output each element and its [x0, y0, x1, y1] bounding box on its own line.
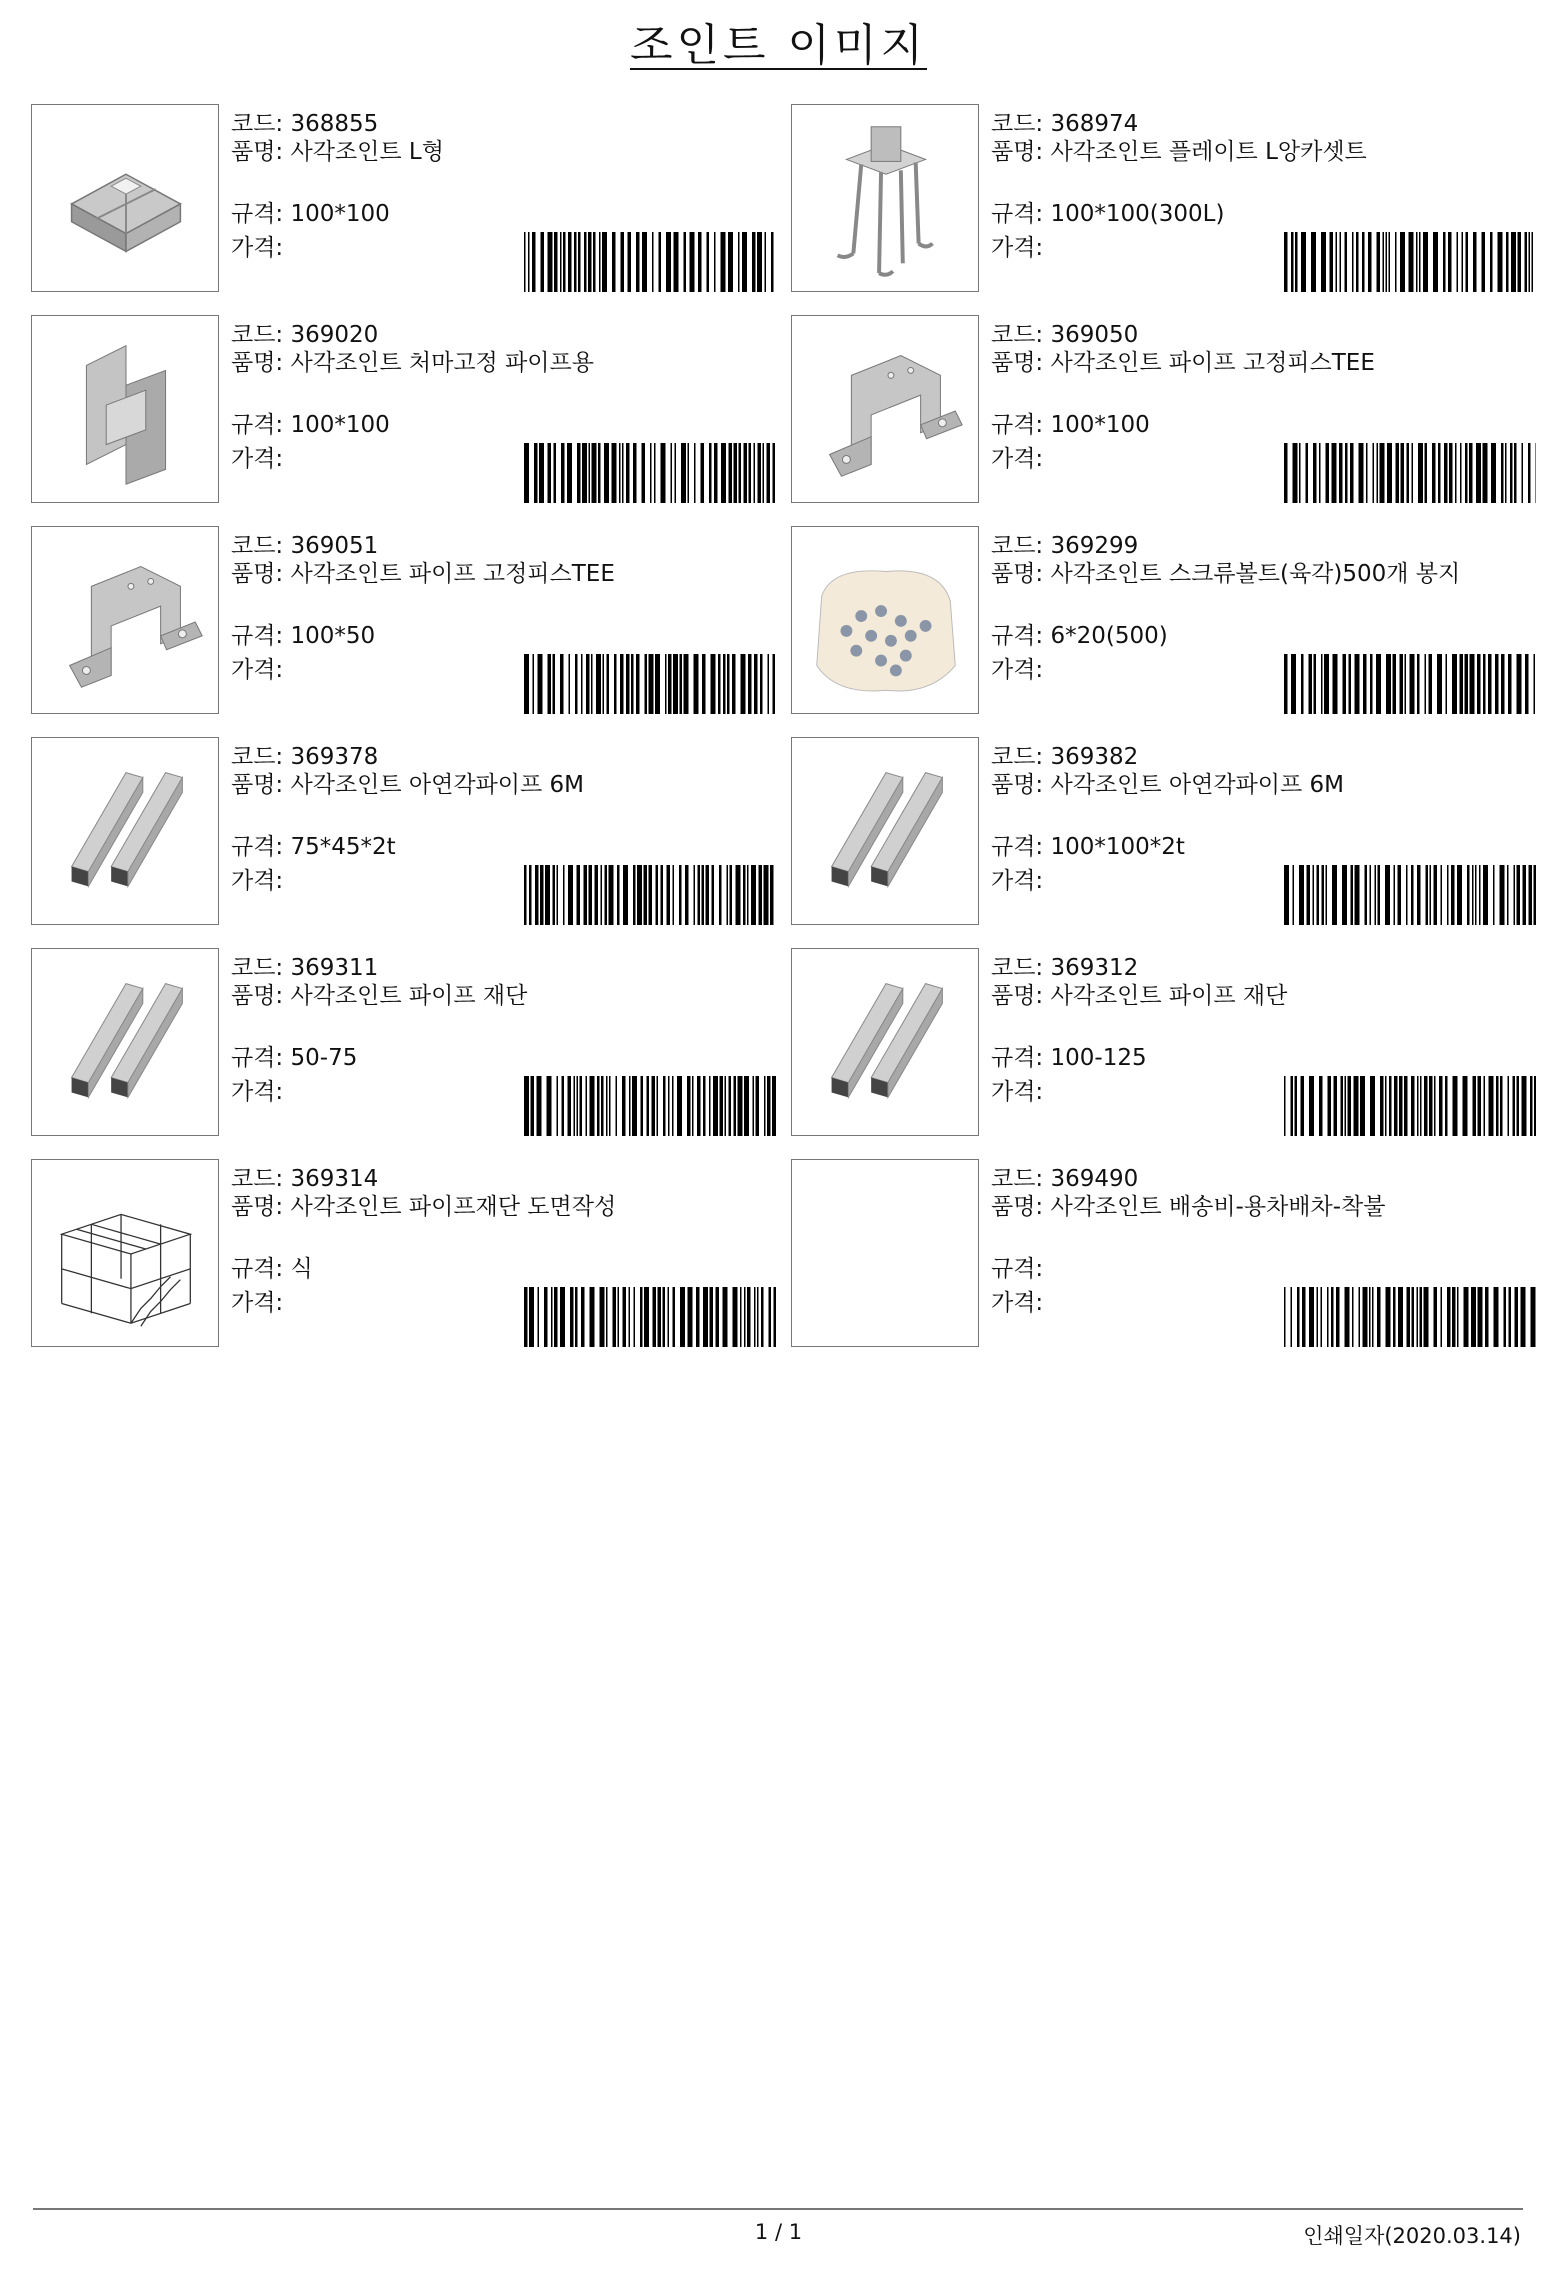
product-image	[31, 737, 219, 925]
product-card	[31, 526, 776, 716]
product-barcode	[1284, 443, 1536, 503]
product-code: 코드: 369382	[991, 744, 1139, 770]
product-name: 품명: 사각조인트 파이프 고정피스TEE	[991, 350, 1375, 376]
product-image	[31, 948, 219, 1136]
product-barcode	[524, 654, 776, 714]
product-barcode	[524, 232, 776, 292]
product-image	[791, 315, 979, 503]
u-bracket-icon	[792, 316, 978, 502]
product-spec: 규격: 100*50	[231, 623, 376, 649]
square-pipe-icon	[32, 738, 218, 924]
product-spec: 규격: 100*100(300L)	[991, 201, 1225, 227]
eave-bracket-icon	[32, 316, 218, 502]
product-name: 품명: 사각조인트 파이프 재단	[231, 983, 528, 1009]
product-grid	[31, 104, 1536, 1364]
product-code: 코드: 368974	[991, 111, 1139, 137]
product-image	[791, 737, 979, 925]
product-code: 코드: 369020	[231, 322, 379, 348]
product-image	[791, 104, 979, 292]
product-code: 코드: 369051	[231, 533, 379, 559]
product-code: 코드: 369312	[991, 955, 1139, 981]
product-price: 가격:	[231, 1290, 284, 1316]
page-number: 1 / 1	[754, 2220, 803, 2244]
product-code: 코드: 369311	[231, 955, 379, 981]
product-barcode	[1284, 1287, 1536, 1347]
u-bracket-icon	[32, 527, 218, 713]
frame-drawing-icon	[32, 1160, 218, 1346]
product-card	[31, 315, 776, 505]
product-price: 가격:	[991, 657, 1044, 683]
product-spec: 규격: 100-125	[991, 1045, 1147, 1071]
product-image	[31, 104, 219, 292]
product-name: 품명: 사각조인트 L형	[231, 139, 444, 165]
product-spec: 규격:	[991, 1256, 1044, 1282]
product-spec: 규격: 100*100	[991, 412, 1150, 438]
product-card	[31, 104, 776, 294]
product-name: 품명: 사각조인트 아연각파이프 6M	[991, 772, 1344, 798]
product-spec: 규격: 6*20(500)	[991, 623, 1168, 649]
product-barcode	[524, 443, 776, 503]
product-card	[791, 1159, 1536, 1349]
print-date: 인쇄일자(2020.03.14)	[1303, 2224, 1521, 2248]
product-spec: 규격: 100*100*2t	[991, 834, 1185, 860]
document-title: 조인트 이미지	[629, 20, 927, 71]
product-name: 품명: 사각조인트 플레이트 L앙카셋트	[991, 139, 1367, 165]
product-barcode	[1284, 1076, 1536, 1136]
product-spec: 규격: 식	[231, 1256, 313, 1282]
product-name: 품명: 사각조인트 처마고정 파이프용	[231, 350, 594, 376]
square-pipe-icon	[792, 738, 978, 924]
product-image	[791, 526, 979, 714]
product-name: 품명: 사각조인트 스크류볼트(육각)500개 봉지	[991, 561, 1461, 587]
product-code: 코드: 368855	[231, 111, 379, 137]
product-card	[791, 104, 1536, 294]
screw-bag-icon	[792, 527, 978, 713]
product-name: 품명: 사각조인트 파이프 고정피스TEE	[231, 561, 615, 587]
product-price: 가격:	[991, 1290, 1044, 1316]
product-card	[791, 948, 1536, 1138]
product-barcode	[1284, 232, 1536, 292]
product-price: 가격:	[991, 446, 1044, 472]
product-barcode	[524, 1287, 776, 1347]
product-name: 품명: 사각조인트 파이프 재단	[991, 983, 1288, 1009]
product-name: 품명: 사각조인트 파이프재단 도면작성	[231, 1194, 617, 1220]
product-barcode	[1284, 865, 1536, 925]
product-price: 가격:	[991, 235, 1044, 261]
product-name: 품명: 사각조인트 아연각파이프 6M	[231, 772, 584, 798]
product-image	[31, 1159, 219, 1347]
product-code: 코드: 369299	[991, 533, 1139, 559]
product-price: 가격:	[231, 657, 284, 683]
product-name: 품명: 사각조인트 배송비-용차배차-착불	[991, 1194, 1386, 1220]
product-image	[31, 315, 219, 503]
product-image	[791, 1159, 979, 1347]
product-price: 가격:	[231, 446, 284, 472]
product-price: 가격:	[231, 1079, 284, 1105]
product-barcode	[524, 865, 776, 925]
product-card	[31, 737, 776, 927]
product-card	[791, 315, 1536, 505]
product-card	[791, 737, 1536, 927]
product-spec: 규격: 100*100	[231, 412, 390, 438]
product-code: 코드: 369050	[991, 322, 1139, 348]
product-spec: 규격: 100*100	[231, 201, 390, 227]
product-card	[791, 526, 1536, 716]
product-image	[791, 948, 979, 1136]
product-card	[31, 948, 776, 1138]
square-pipe-icon	[32, 949, 218, 1135]
square-pipe-icon	[792, 949, 978, 1135]
product-barcode	[1284, 654, 1536, 714]
product-image	[31, 526, 219, 714]
product-price: 가격:	[231, 235, 284, 261]
product-barcode	[524, 1076, 776, 1136]
product-card	[31, 1159, 776, 1349]
product-code: 코드: 369378	[231, 744, 379, 770]
product-spec: 규격: 75*45*2t	[231, 834, 396, 860]
l-joint-plate-icon	[32, 105, 218, 291]
footer-divider	[33, 2208, 1523, 2210]
product-code: 코드: 369314	[231, 1166, 379, 1192]
product-price: 가격:	[231, 868, 284, 894]
product-price: 가격:	[991, 868, 1044, 894]
anchor-plate-icon	[792, 105, 978, 291]
product-spec: 규격: 50-75	[231, 1045, 358, 1071]
product-code: 코드: 369490	[991, 1166, 1139, 1192]
product-price: 가격:	[991, 1079, 1044, 1105]
